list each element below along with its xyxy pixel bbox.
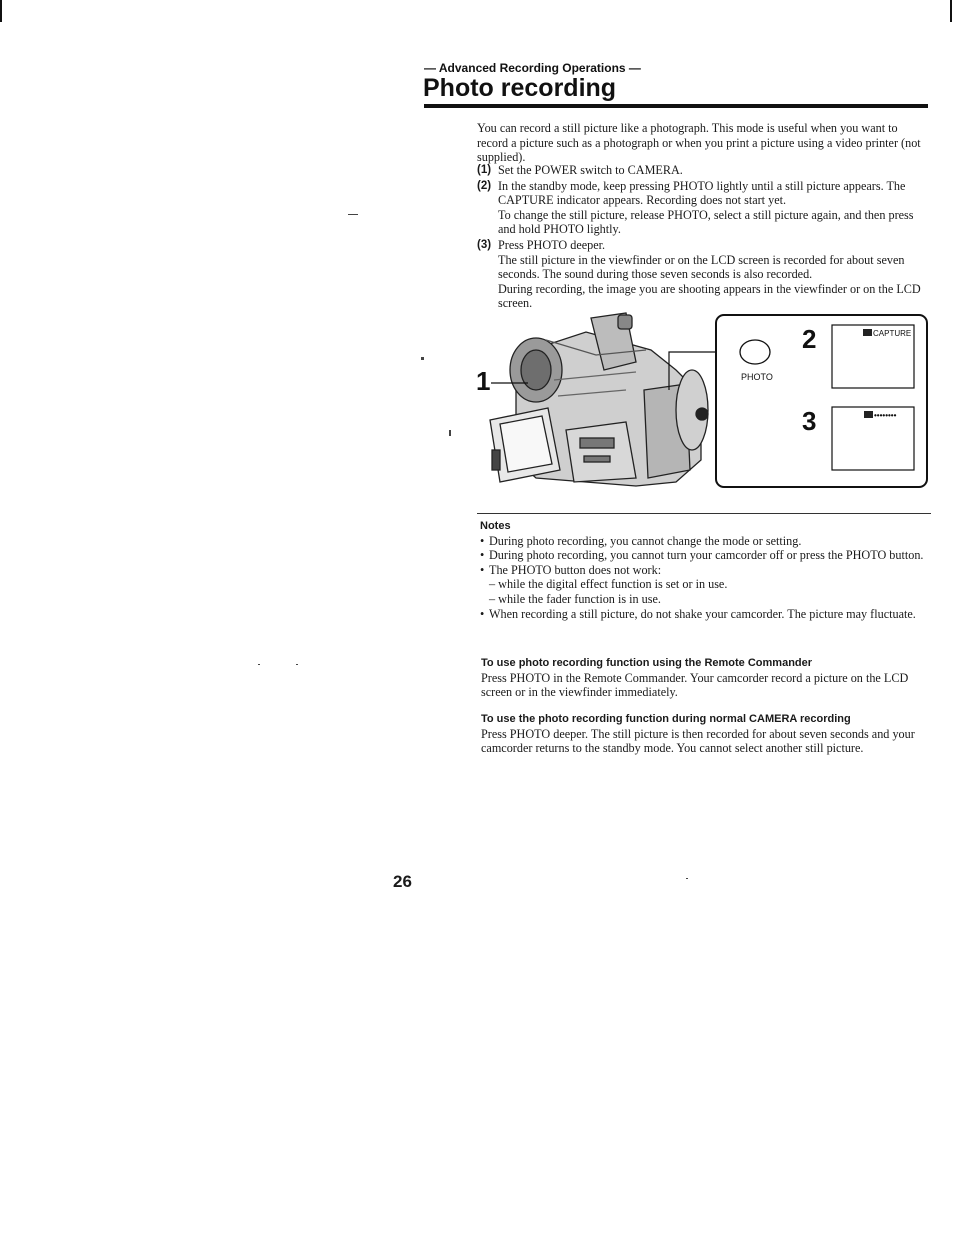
step-number: (2) <box>477 179 492 192</box>
photo-button-icon <box>740 340 770 364</box>
remote-text: Press PHOTO in the Remote Commander. Your camcorder record a picture on the LCD screen or in the viewfinder immediately. <box>481 670 909 700</box>
note-item <box>480 563 932 607</box>
scan-speck <box>686 878 688 879</box>
scan-speck <box>421 357 424 360</box>
step-3 <box>477 238 929 311</box>
step-text: During recording, the image you are shooting appears in the viewfinder or on the LCD screen. <box>498 281 921 311</box>
step-text: Press PHOTO deeper. <box>498 237 606 252</box>
step-number: (1) <box>477 164 492 176</box>
note-item: • When recording a still picture, do not shake your camcorder. The picture may fluctuate. <box>480 607 932 622</box>
notes-list <box>480 534 932 622</box>
callout-1: 1 <box>476 366 491 396</box>
camera-icon <box>863 329 872 336</box>
step-text: The still picture in the viewfinder or on the LCD screen is recorded for about seven seconds. The sound during those seven seconds is also recorded. <box>498 252 905 282</box>
title-rule <box>424 104 928 108</box>
normal-recording-section <box>481 712 933 756</box>
note-text: The PHOTO button does not work: <box>489 562 662 577</box>
camcorder-icon <box>490 313 708 486</box>
photo-button-label: PHOTO <box>741 372 773 382</box>
step-1 <box>477 163 929 178</box>
capture-indicator: CAPTURE <box>873 329 912 338</box>
page-number: 26 <box>393 872 412 891</box>
note-item: • During photo recording, you cannot change the mode or setting. <box>480 534 932 549</box>
note-item: • During photo recording, you cannot turn your camcorder off or press the PHOTO button. <box>480 548 932 563</box>
scan-edge-mark-left <box>0 0 2 22</box>
normal-heading: To use the photo recording function during normal CAMERA recording <box>481 713 851 725</box>
scan-speck <box>348 214 358 215</box>
scan-speck <box>296 664 298 665</box>
remote-commander-section <box>481 656 933 700</box>
step-text: Set the POWER switch to CAMERA. <box>498 163 683 177</box>
page-title: Photo recording <box>423 74 617 102</box>
camcorder-illustration <box>476 310 930 492</box>
scan-edge-mark-right <box>950 0 952 22</box>
step-number: (3) <box>477 238 492 251</box>
notes-heading: Notes <box>480 520 511 532</box>
step-text: In the standby mode, keep pressing PHOTO lightly until a still picture appears. The CAPTURE indicator appears. Recording does not start yet. <box>498 178 906 208</box>
figure-rule <box>477 513 931 514</box>
step-text: To change the still picture, release PHOTO, select a still picture again, and then press and hold PHOTO lightly. <box>498 207 914 237</box>
callout-3: 3 <box>802 406 817 436</box>
scan-speck <box>258 664 260 665</box>
intro-text: You can record a still picture like a photograph. This mode is useful when you want to record a picture such as a photograph or when you print a picture using a video printer (not supplied). <box>477 121 921 165</box>
camera-icon <box>864 411 873 418</box>
callout-2: 2 <box>802 324 817 354</box>
notes-section <box>480 519 932 621</box>
recording-indicator: •••••••• <box>874 411 897 420</box>
scan-speck <box>449 430 451 436</box>
normal-text: Press PHOTO deeper. The still picture is then recorded for about seven seconds and your camcorder returns to the standby mode. You cannot select another still picture. <box>481 726 915 756</box>
note-sub-item: – while the fader function is in use. <box>489 591 661 606</box>
step-2 <box>477 179 929 237</box>
intro-paragraph <box>477 121 929 165</box>
section-label: — Advanced Recording Operations — <box>424 61 641 75</box>
note-sub-item: – while the digital effect function is set or in use. <box>489 577 728 592</box>
remote-heading: To use photo recording function using the Remote Commander <box>481 657 813 669</box>
steps-list <box>477 163 929 312</box>
